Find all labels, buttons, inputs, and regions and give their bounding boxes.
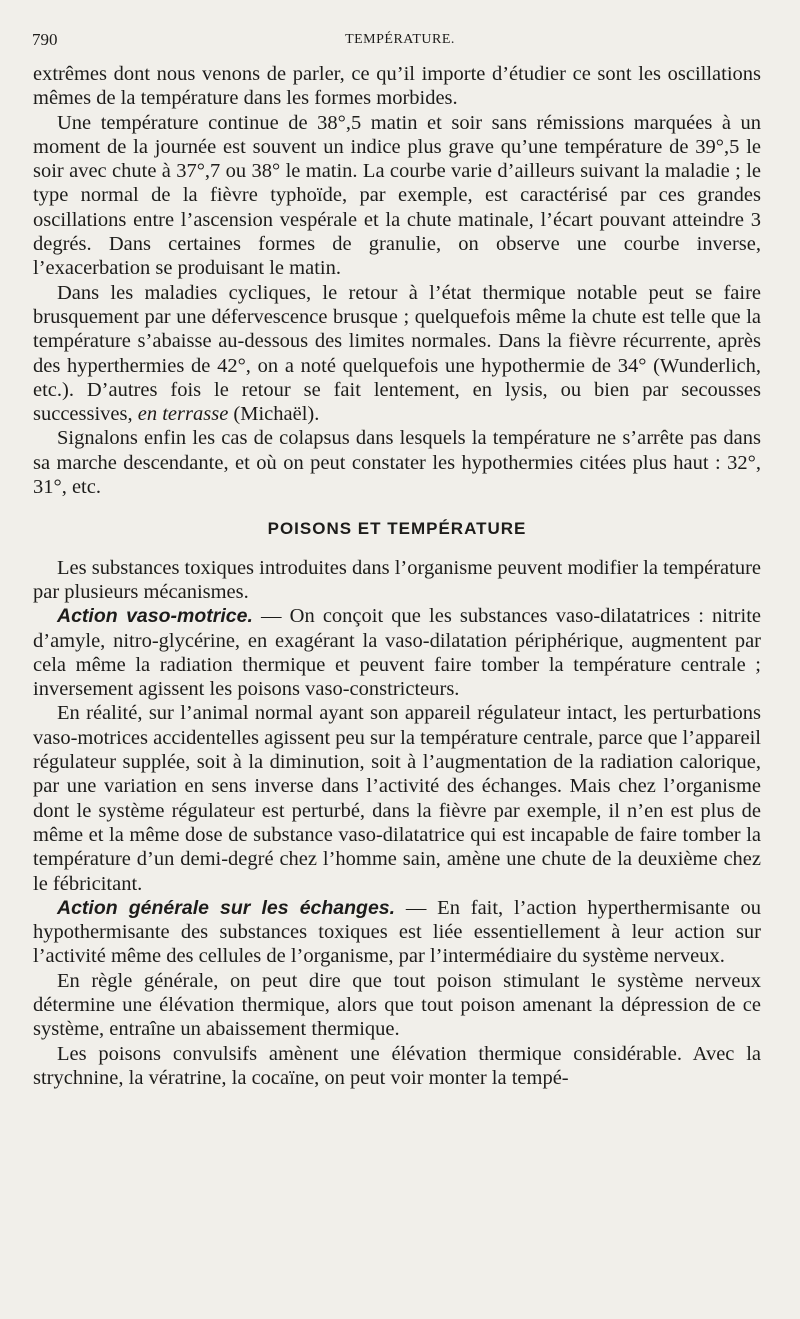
run-in-heading-vaso: Action vaso-motrice. xyxy=(57,605,253,628)
paragraph-cyclic-text: Dans les maladies cycliques, le retour à l’état thermique notable peut se faire brusquement par une défervescence brusque ; quelquefois même la chute est telle que la température s’abaisse au-dessous des limites normales. Dans la fièvre récurrente, après des hyperthermies de 42°, on a noté quelquefois une hypothermie de 34° (Wunderlich, etc.). D’autres fois le retour se fait lentement, en lysis, ou bien par secousses successives, xyxy=(33,281,761,426)
paragraph-continuation: extrêmes dont nous venons de parler, ce qu’il importe d’étudier ce sont les oscillations mêmes de la température dans les formes morbides. xyxy=(33,63,761,110)
paragraph-cyclic-end: (Michaël). xyxy=(228,403,320,426)
page-body xyxy=(33,62,761,1090)
paragraph-cyclic-diseases xyxy=(33,281,761,427)
run-in-heading-general: Action générale sur les échanges. xyxy=(57,896,396,919)
paragraph-vaso-text: — On conçoit que les substances vaso-dilatatrices : nitrite d’amyle, nitro-glycérine, en exagérant la vaso-dilatation périphérique, augmentent par cela même la radiation thermique et peuvent faire tomber la température centrale ; inversement agissent les poisons vaso-constricteurs. xyxy=(33,605,761,701)
paragraph-continuous-temperature: Une température continue de 38°,5 matin et soir sans rémissions marquées à un moment de la journée est souvent un indice plus grave qu’une température de 39°,5 le soir avec chute à 37°,7 ou 38° le matin. La courbe varie d’ailleurs suivant la maladie ; le type normal de la fièvre typhoïde, par exemple, est caractérisé par ces grandes oscillations entre l’ascension vespérale et la chute matinale, l’écart pouvant atteindre 3 degrés. Dans certaines formes de granulie, on observe une courbe inverse, l’exacerbation se produisant le matin. xyxy=(33,111,761,280)
page-header xyxy=(32,30,768,56)
paragraph-convulsive-poisons: Les poisons convulsifs amènent une élévation thermique considérable. Avec la strychnine, la vératrine, la cocaïne, on peut voir monter la tempé- xyxy=(33,1042,761,1089)
paragraph-general-text: — En fait, l’action hyperthermisante ou hypothermisante des substances toxiques est liée essentiellement à leur action sur l’activité même des cellules de l’organisme, par l’intermédiaire du système nerveux. xyxy=(33,896,762,968)
paragraph-reality: En réalité, sur l’animal normal ayant son appareil régulateur intact, les perturbations vaso-motrices accidentelles agissent peu sur la température centrale, parce que l’appareil régulateur supplée, soit à la diminution, soit à l’augmentation de la radiation calorique, par une variation en sens inverse dans l’activité des échanges. Mais chez l’organisme dont le système régulateur est perturbé, dans la fièvre par exemple, il n’en est plus de même et la même dose de substance vaso-dilatatrice qui est incapable de faire tomber la température d’un demi-degré chez l’homme sain, amène une chute de la deuxième chez le fébricitant. xyxy=(33,702,761,895)
paragraph-colapsus: Signalons enfin les cas de colapsus dans lesquels la température ne s’arrête pas dans sa marche descendante, et où on peut constater les hypothermies citées plus haut : 32°, 31°, etc. xyxy=(33,427,761,499)
italic-term: en terrasse xyxy=(137,403,229,426)
paragraph-general-rule: En règle générale, on peut dire que tout poison stimulant le système nerveux détermine une élévation thermique, alors que tout poison amenant la dépression de ce système, entraîne un abaissement thermique. xyxy=(33,969,761,1041)
page-number: 790 xyxy=(32,30,58,49)
paragraph-action-generale xyxy=(33,896,761,969)
running-title: TEMPÉRATURE. xyxy=(345,32,455,47)
paragraph-vaso-motrice xyxy=(33,604,761,701)
paragraph-section-intro: Les substances toxiques introduites dans l’organisme peuvent modifier la température par plusieurs mécanismes. xyxy=(33,556,761,603)
section-title: POISONS ET TEMPÉRATURE xyxy=(267,519,527,539)
